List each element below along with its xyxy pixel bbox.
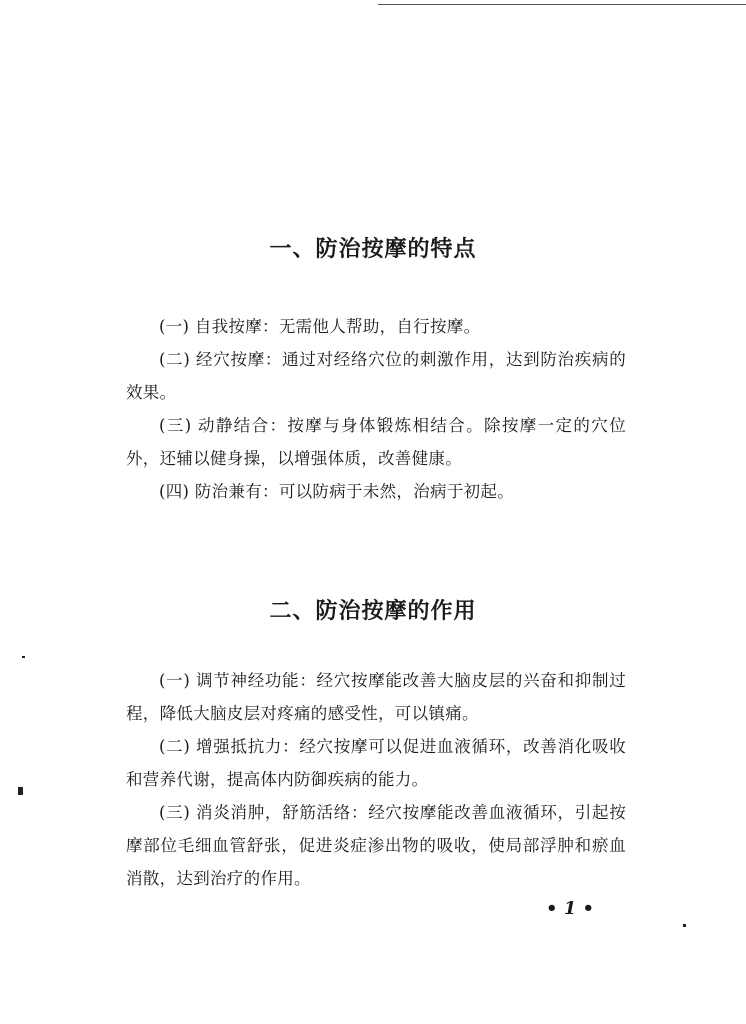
page-number: • 1 • xyxy=(545,898,595,919)
scan-speck xyxy=(683,924,686,927)
section-1-paragraph-4: (四) 防治兼有：可以防病于未然，治病于初起。 xyxy=(159,482,515,501)
section-1-paragraph-2: (二) 经穴按摩：通过对经络穴位的刺激作用，达到防治疾病的效果。 xyxy=(126,350,626,402)
section-1-heading: 一、防治按摩的特点 xyxy=(269,237,477,262)
section-2-body xyxy=(126,664,626,895)
section-2-paragraph-3: (三) 消炎消肿，舒筋活络：经穴按摩能改善血液循环，引起按摩部位毛细血管舒张，促进炎症渗出物的吸收，使局部浮肿和瘀血消散，达到治疗的作用。 xyxy=(126,803,626,888)
section-2-paragraph-2: (二) 增强抵抗力：经穴按摩可以促进血液循环，改善消化吸收和营养代谢，提高体内防御疾病的能力。 xyxy=(126,737,626,789)
section-2-paragraph-1: (一) 调节神经功能：经穴按摩能改善大脑皮层的兴奋和抑制过程，降低大脑皮层对疼痛的感受性，可以镇痛。 xyxy=(126,671,626,723)
section-1-paragraph-3: (三) 动静结合：按摩与身体锻炼相结合。除按摩一定的穴位外，还辅以健身操，以增强体质，改善健康。 xyxy=(126,416,626,468)
section-1-body xyxy=(126,310,626,508)
top-rule xyxy=(378,4,746,5)
scan-speck xyxy=(22,656,25,658)
section-1-paragraph-1: (一) 自我按摩：无需他人帮助，自行按摩。 xyxy=(159,317,481,336)
scan-speck xyxy=(18,787,23,795)
section-2-heading: 二、防治按摩的作用 xyxy=(269,599,477,624)
